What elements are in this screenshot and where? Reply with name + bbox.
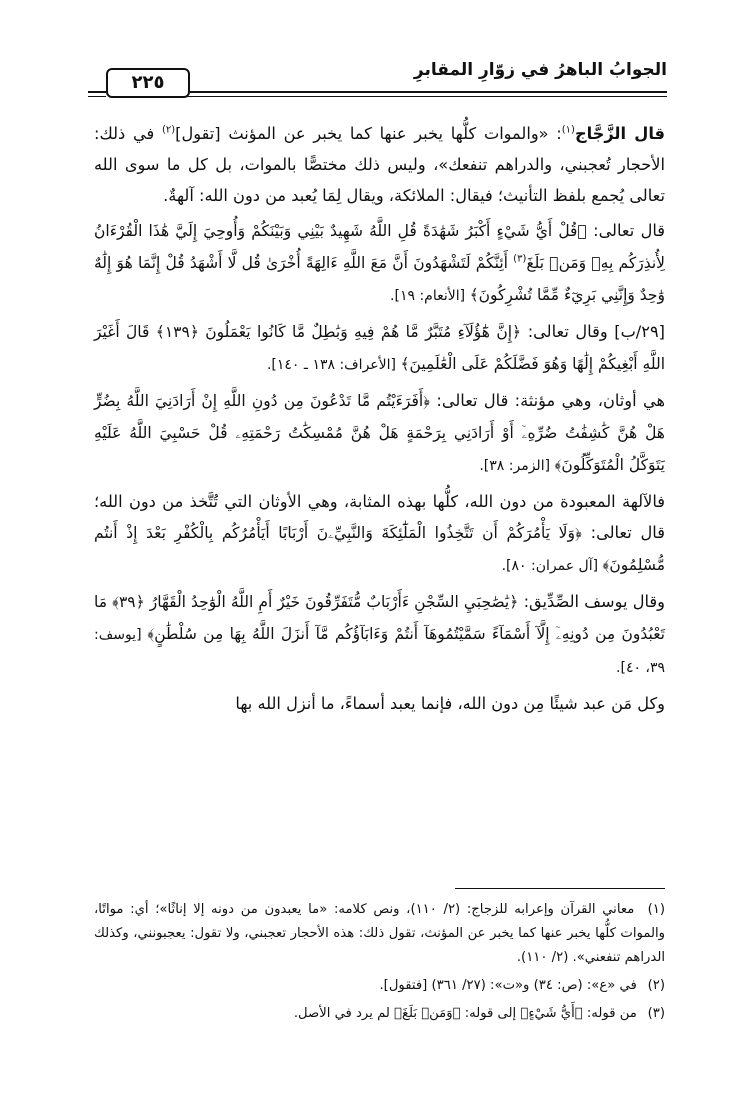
book-title: الجوابُ الباهرُ في زوّارِ المقابرِ [413, 60, 667, 80]
footnote-item [94, 974, 665, 998]
quran-verse-continued: أَئِنَّكُمْ لَتَشْهَدُونَ أَنَّ مَعَ اللَّهِ ءَالِهَةً أُخْرَىٰ قُل لَّا أَشْهَدُ قُلْ إِنَّمَا هُوَ إِلَٰهٌ وَٰحِدٌ وَإِنَّنِي بَرِيٓءٌ مِّمَّا تُشْرِكُونَ﴾ [94, 254, 665, 304]
footnote-item [94, 898, 665, 970]
running-header [88, 58, 667, 102]
paragraph-intro: وكل مَن عبد شيئًا مِن دون الله، فإنما يعبد أسماءً، ما أنزل الله بها [235, 694, 665, 713]
footnote-item [94, 1002, 665, 1026]
verse-reference: [يوسف: ٣٩، ٤٠]. [94, 627, 665, 676]
footnote-text: معاني القرآن وإعرابه للزجاج: (٢/ ١١٠)، ونص كلامه: «ما يعبدون من دونه إلا إناثًا»؛ أي: مواتًا، والموات كلُّها يخبر عنها كما يخبر عن المؤنث، تقول ذلك: هذه الأحجار تعجبني، ولا تقول: يعجبونني، وكذلك الدراهم تنفعني». (٢/ ١١٠). [94, 902, 665, 965]
header-rule [183, 91, 667, 97]
header-left-rule [88, 91, 106, 97]
paragraph-intro: قال تعالى: [586, 221, 665, 240]
paragraph-text: في ذلك: الأحجار تُعجبني، والدراهم تنفعك»، وليس ذلك مختصًّا بالموات، بل كل ما سوى الله تعالى يُجمع بلفظ التأنيث؛ فيقال: الملائكة، ويقال لِمَا يُعبد من دون الله: آلهةٌ. [94, 124, 665, 205]
page-number: ٢٢٥ [106, 68, 190, 98]
paragraph-intro: فالآلهة المعبودة من دون الله، كلُّها بهذه المثابة، وهي الأوثان التي تُتَّخذ من دون الله؛ قال تعالى: [94, 492, 665, 542]
footnote-ref-2: (٢) [161, 124, 176, 136]
footnote-number: (٢) [647, 978, 665, 993]
verse-reference: [الأعراف: ١٣٨ ـ ١٤٠]. [266, 357, 401, 373]
verse-reference: [الأنعام: ١٩]. [390, 288, 470, 304]
footnote-separator [455, 888, 665, 889]
footnote-text: في «ع»: (ص: ٣٤) و«ت»: (٢٧/ ٣٦١) [فتقول]. [379, 978, 637, 993]
paragraph-imran [94, 486, 665, 582]
paragraph-zumar [94, 385, 665, 482]
verse-reference: [آل عمران: ٨٠]. [501, 558, 603, 574]
main-text [94, 118, 665, 723]
paragraph-closing [94, 688, 665, 719]
paragraph-zajjaj [94, 118, 665, 211]
paragraph-araf [94, 316, 665, 381]
paragraph-intro: [٢٩/ب] وقال تعالى: [521, 322, 665, 341]
footnote-ref-1: (١) [561, 124, 575, 136]
footnote-number: (٣) [647, 1006, 665, 1021]
quran-verse: ﴿وَلَا يَأْمُرَكُمْ أَن تَتَّخِذُوا الْمَلَٰٓئِكَةَ وَالنَّبِيِّۦنَ أَرْبَابًا أَيَأْمُرُكُم بِالْكُفْرِ بَعْدَ إِذْ أَنتُم مُّسْلِمُونَ﴾ [94, 524, 665, 574]
quran-verse: ﴿أَفَرَءَيْتُم مَّا تَدْعُونَ مِن دُونِ اللَّهِ إِنْ أَرَادَنِيَ اللَّهُ بِضُرٍّ هَلْ هُنَّ كَٰشِفَٰتُ ضُرِّهِۦٓ أَوْ أَرَادَنِي بِرَحْمَةٍ هَلْ هُنَّ مُمْسِكَٰتُ رَحْمَتِهِۦ قُلْ حَسْبِيَ اللَّهُ عَلَيْهِ يَتَوَكَّلُ الْمُتَوَكِّلُونَ﴾ [94, 392, 665, 474]
quran-verse: ﴿يَٰصَٰحِبَيِ السِّجْنِ ءَأَرْبَابٌ مُّتَفَرِّقُونَ خَيْرٌ أَمِ اللَّهُ الْوَٰحِدُ الْقَهَّارُ ﴿٣٩﴾ مَا تَعْبُدُونَ مِن دُونِهِۦٓ إِلَّآ أَسْمَآءً سَمَّيْتُمُوهَآ أَنتُمْ وَءَابَآؤُكُم مَّآ أَنزَلَ اللَّهُ بِهَا مِن سُلْطَٰنٍ﴾ [94, 593, 665, 643]
paragraph-text: : «والموات كلُّها يخبر عنها كما يخبر عن المؤنث [تقول] [175, 124, 562, 143]
paragraph-intro: وقال يوسف الصِّدِّيق: [518, 592, 665, 611]
lead-zajjaj: قال الزَّجَّاج [574, 124, 665, 143]
footnote-ref-3: (٣) [513, 253, 527, 265]
verse-reference: [الزمر: ٣٨]. [479, 458, 555, 474]
paragraph-yusuf [94, 586, 665, 684]
footnote-number: (١) [647, 902, 665, 917]
footnote-text: من قوله: ﴿أَيُّ شَيْءٍ﴾ إلى قوله: ﴿وَمَنۢ بَلَغَ﴾ لم يرد في الأصل. [293, 1006, 637, 1021]
quran-verse: ﴿قُلْ أَيُّ شَيْءٍ أَكْبَرُ شَهَٰدَةً قُلِ اللَّهُ شَهِيدٌ بَيْنِي وَبَيْنَكُمْ وَأُوحِيَ إِلَيَّ هَٰذَا الْقُرْءَانُ لِأُنذِرَكُم بِهِۦ وَمَنۢ بَلَغَ [94, 222, 665, 272]
footnotes [94, 898, 665, 1030]
paragraph-intro: هي أوثان، وهي مؤنثة: قال تعالى: [430, 391, 665, 410]
quran-verse: ﴿إِنَّ هَٰٓؤُلَآءِ مُتَبَّرٌ مَّا هُمْ فِيهِ وَبَٰطِلٌ مَّا كَانُوا يَعْمَلُونَ ﴿١٣٩﴾ قَالَ أَغَيْرَ اللَّهِ أَبْغِيكُمْ إِلَٰهًا وَهُوَ فَضَّلَكُمْ عَلَى الْعَٰلَمِينَ﴾ [94, 323, 665, 373]
paragraph-anam [94, 215, 665, 312]
